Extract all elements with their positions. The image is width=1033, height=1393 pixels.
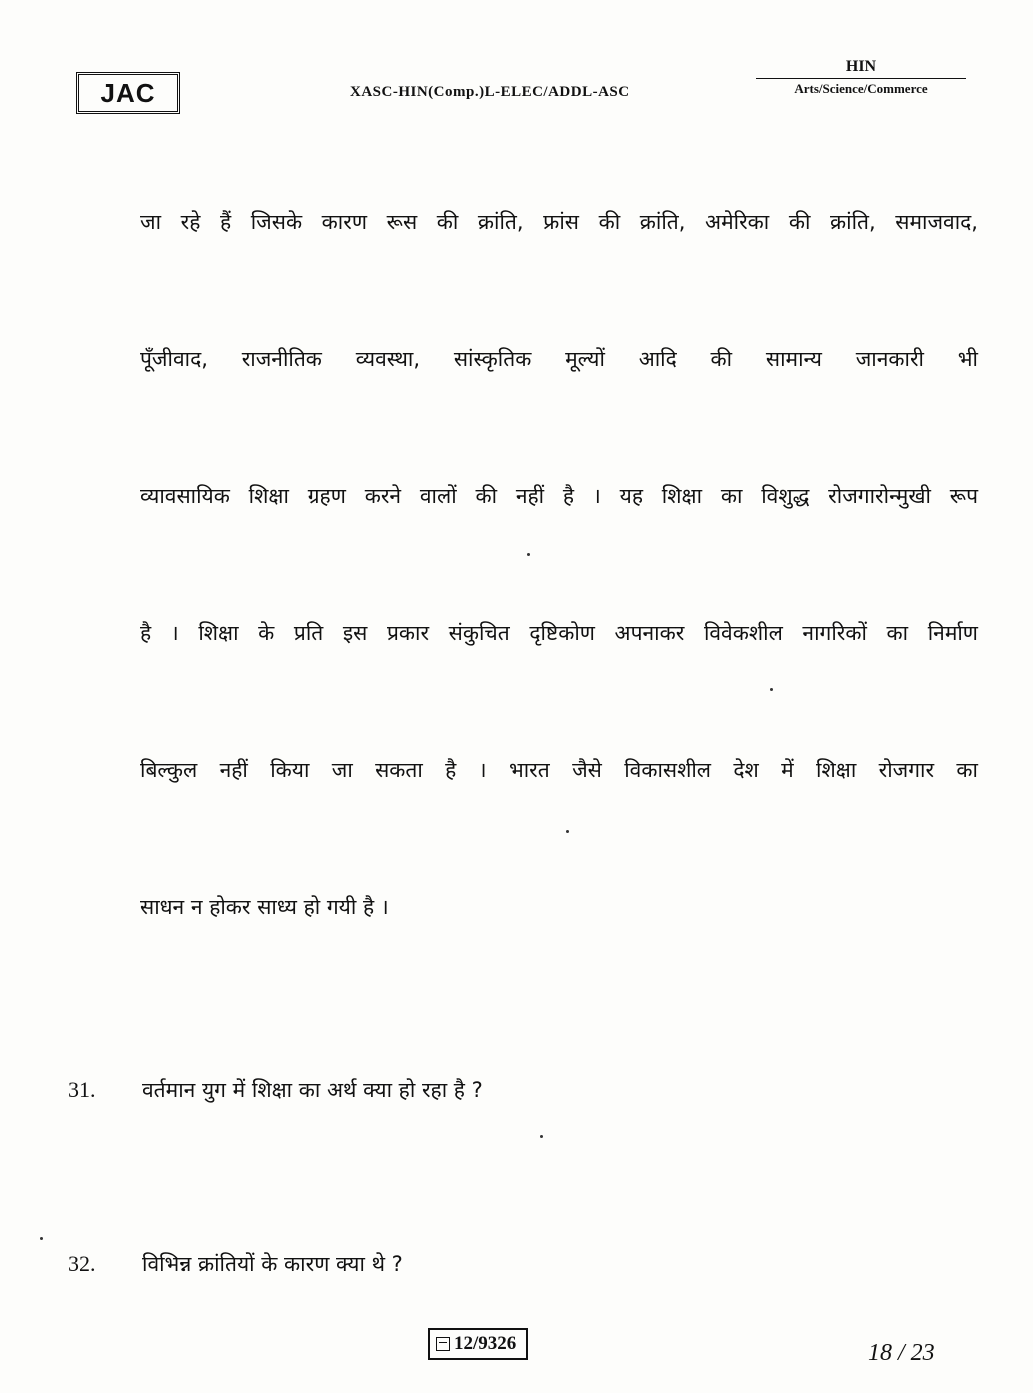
question-32	[68, 1250, 968, 1278]
booklet-code	[428, 1328, 528, 1360]
passage-line: पूँजीवाद, राजनीतिक व्यवस्था, सांस्कृतिक मूल्यों आदि की सामान्य जानकारी भी	[140, 347, 978, 371]
question-text: विभिन्न क्रांतियों के कारण क्या थे ?	[142, 1252, 403, 1276]
passage-line: है । शिक्षा के प्रति इस प्रकार संकुचित दृष्टिकोण अपनाकर विवेकशील नागरिकों का निर्माण	[140, 621, 978, 645]
question-number: 32.	[68, 1251, 96, 1276]
paper-code: XASC-HIN(Comp.)L-ELEC/ADDL-ASC	[350, 84, 630, 100]
passage-line: व्यावसायिक शिक्षा ग्रहण करने वालों की नहीं है । यह शिक्षा का विशुद्ध रोजगारोन्मुखी रूप	[140, 484, 978, 508]
booklet-code-text: 12/9326	[454, 1333, 517, 1354]
scan-speck	[540, 1135, 543, 1138]
subject-code: HIN	[756, 58, 966, 79]
subject-block	[750, 58, 972, 97]
question-text: वर्तमान युग में शिक्षा का अर्थ क्या हो रहा है ?	[142, 1078, 483, 1102]
passage-line: बिल्कुल नहीं किया जा सकता है । भारत जैसे विकासशील देश में शिक्षा रोजगार का	[140, 758, 978, 782]
scan-speck	[527, 553, 530, 556]
passage-line: साधन न होकर साध्य हो गयी है ।	[140, 895, 389, 919]
passage-line: जा रहे हैं जिसके कारण रूस की क्रांति, फ्रांस की क्रांति, अमेरिका की क्रांति, समाजवाद,	[140, 210, 978, 234]
scan-speck	[770, 688, 773, 691]
scan-speck	[40, 1237, 43, 1240]
page-number: 18 / 23	[868, 1340, 935, 1366]
passage	[140, 208, 978, 1030]
question-number: 31.	[68, 1077, 96, 1102]
scan-speck	[566, 830, 569, 833]
question-31	[68, 1076, 968, 1104]
board-badge: JAC	[76, 72, 180, 114]
booklet-icon	[436, 1337, 450, 1351]
stream-label: Arts/Science/Commerce	[794, 81, 928, 96]
